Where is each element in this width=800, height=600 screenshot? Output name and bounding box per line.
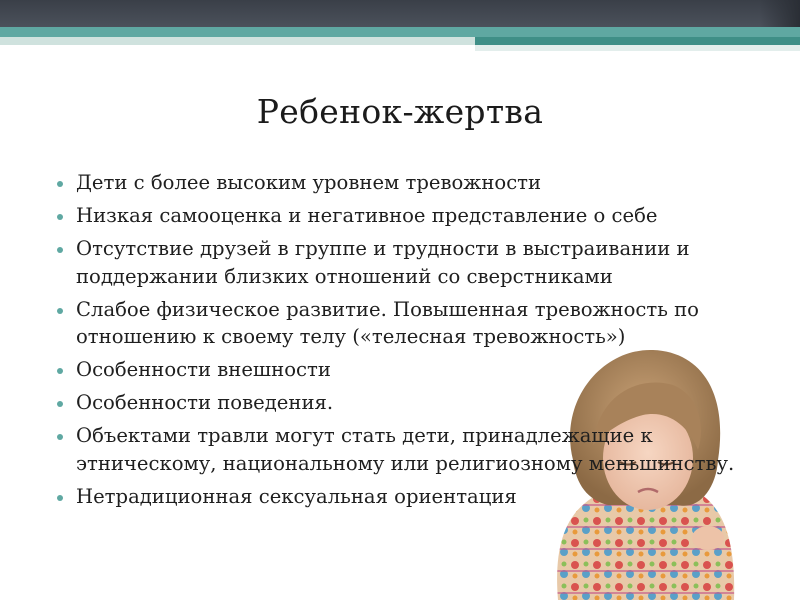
- bullet-dot-icon: [57, 308, 63, 314]
- bullet-dot-icon: [57, 214, 63, 220]
- bullet-item: Особенности поведения.: [56, 389, 756, 417]
- bullet-item: Особенности внешности: [56, 356, 756, 384]
- bullet-item: Объектами травли могут стать дети, принадлежащие к этническому, национальному или религиозному меньшинству.: [56, 422, 756, 477]
- header-bar-accent: [475, 37, 800, 45]
- bullet-dot-icon: [57, 495, 63, 501]
- bullet-item: Слабое физическое развитие. Повышенная тревожность по отношению к своему телу («телесная тревожность»): [56, 296, 756, 351]
- bullet-dot-icon: [57, 181, 63, 187]
- bullet-dot-icon: [57, 401, 63, 407]
- slide-title: Ребенок-жертва: [256, 92, 544, 131]
- bullet-item: Нетрадиционная сексуальная ориентация: [56, 483, 756, 511]
- bullet-item: Дети с более высоким уровнем тревожности: [56, 169, 756, 197]
- header-bar-light: [0, 37, 475, 45]
- bullet-item: Низкая самооценка и негативное представление о себе: [56, 202, 756, 230]
- bullet-dot-icon: [57, 368, 63, 374]
- bullet-item: Отсутствие друзей в группе и трудности в выстраивании и поддержании близких отношений со сверстниками: [56, 235, 756, 290]
- header-bar-dark: [0, 0, 800, 27]
- header-bar-teal: [0, 27, 800, 37]
- header-bar-light-right: [475, 45, 800, 51]
- bullet-list: [56, 169, 756, 516]
- bullet-dot-icon: [57, 247, 63, 253]
- bullet-dot-icon: [57, 434, 63, 440]
